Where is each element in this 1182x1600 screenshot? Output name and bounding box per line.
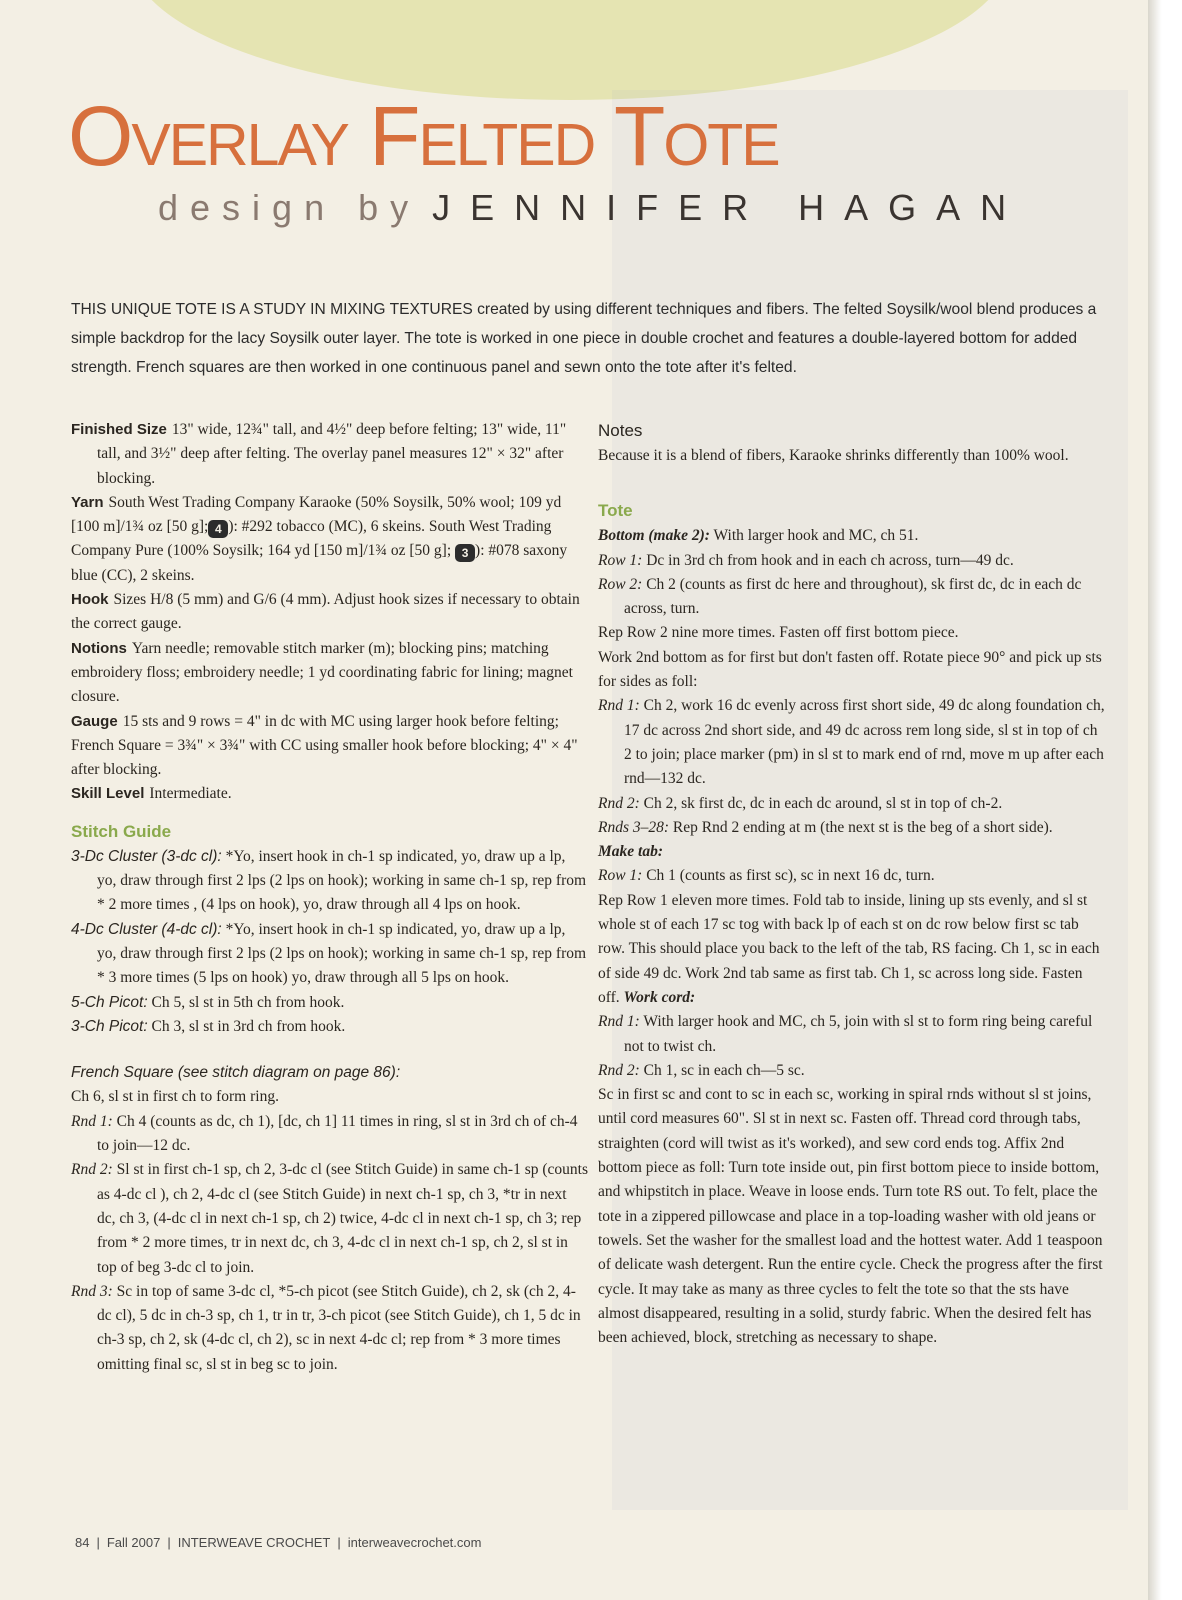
yarn-text-a: South West Trading Company Karaoke (50% Soysilk, 50% wool; 109 yd [100 m]/1¾ oz [50 g]; [71, 493, 562, 536]
tote-row [598, 573, 1108, 622]
yarn-label: Yarn [71, 493, 104, 511]
tote-round [598, 694, 1108, 791]
tote-row [598, 549, 1108, 573]
round-name: Rnd 1: [598, 1013, 640, 1031]
round-name: Rnd 1: [71, 1112, 113, 1130]
french-square-round [71, 1110, 588, 1159]
yarn-weight-icon: 4 [208, 520, 228, 538]
intro-text: created by using different techniques and fibers. The felted Soysilk/wool blend produces a simple backdrop for the lacy Soysilk outer layer. The tote is worked in one piece in double crochet and features a double-layered bottom for added strength. French squares are then worked in one continuous panel and sewn onto the tote after it's felted. [71, 301, 1097, 376]
footer-separator: | [96, 1535, 100, 1550]
cord-round [598, 1059, 1108, 1083]
byline-lead: design by [158, 187, 421, 228]
stitch-name: 3-Dc Cluster (3-dc cl): [71, 847, 222, 865]
hook-label: Hook [71, 591, 109, 609]
byline [158, 186, 1058, 230]
page-title [68, 88, 968, 184]
footer-separator: | [167, 1535, 171, 1550]
row-text: Ch 1 (counts as first sc), sc in next 16 dc, turn. [642, 867, 935, 885]
row-name: Row 2: [598, 575, 643, 593]
notions [71, 637, 588, 710]
intro-paragraph [71, 295, 1126, 382]
gauge [71, 710, 588, 783]
round-name: Rnd 2: [598, 1061, 640, 1079]
tote-round [598, 816, 1108, 840]
stitch-guide-heading: Stitch Guide [71, 821, 172, 841]
gauge-text: 15 sts and 9 rows = 4" in dc with MC using larger hook before felting; French Square = 3¾" × 3¾" with CC using smaller hook before blocking; 4" × 4" after blocking. [71, 712, 578, 779]
bottom-instructions [598, 524, 1108, 548]
tab-text [598, 889, 1108, 1010]
issue-date: Fall 2007 [106, 1535, 161, 1550]
round-text: Ch 1, sc in each ch—5 sc. [639, 1061, 805, 1079]
finished-size [71, 418, 588, 491]
hook [71, 588, 588, 637]
rep-row: Rep Row 2 nine more times. Fasten off first bottom piece. [598, 624, 959, 642]
round-name: Rnd 3: [71, 1282, 113, 1300]
round-name: Rnds 3–28: [598, 818, 670, 836]
tote-round [598, 792, 1108, 816]
stitch-name: 4-Dc Cluster (4-dc cl): [71, 920, 222, 938]
intro-lead-caps: THIS UNIQUE TOTE IS A STUDY IN MIXING TEXTURES [71, 301, 473, 318]
stitch-guide-item [71, 1015, 588, 1039]
stitch-guide-item [71, 845, 588, 918]
right-column [598, 418, 1108, 1350]
tab-row [598, 864, 1108, 888]
magazine-url: interweavecrochet.com [347, 1535, 482, 1550]
notions-label: Notions [71, 639, 127, 657]
skill-level [71, 782, 588, 806]
stitch-guide-item [71, 918, 588, 991]
round-text: Ch 4 (counts as dc, ch 1), [dc, ch 1] 11 times in ring, sl st in 3rd ch of ch-4 to join—12 dc. [97, 1112, 578, 1155]
tab-instructions: Rep Row 1 eleven more times. Fold tab to inside, lining up sts evenly, and sl st whole st of each 17 sc tog with back lp of each st on dc row below first sc tab row. This should place you back to the left of the tab, RS facing. Ch 1, sc in each of side 49 dc. Work 2nd tab same as first tab. Ch 1, sc across long side. Fasten off. [598, 891, 1100, 1006]
make-tab-label: Make tab: [598, 843, 664, 861]
gauge-label: Gauge [71, 712, 118, 730]
yarn-text-c: ): #078 saxony blue (CC), 2 skeins. [71, 542, 568, 584]
french-square-start: Ch 6, sl st in first ch to form ring. [71, 1088, 279, 1106]
yarn-weight-icon: 3 [455, 544, 475, 562]
title-text: Overlay Felted Tote [68, 89, 779, 183]
stitch-guide-item [71, 991, 588, 1015]
left-column [71, 418, 588, 1377]
page-footer [75, 1535, 775, 1550]
round-text: Rep Rnd 2 ending at m (the next st is the beg of a short side). [669, 818, 1053, 836]
tote-heading: Tote [598, 501, 633, 521]
round-text: Sc in top of same 3-dc cl, *5-ch picot (see Stitch Guide), ch 2, sk (ch 2, 4-dc cl), 5 dc in ch-3 sp, ch 1, tr in tr, 3-ch picot (see Stitch Guide), ch 1, 5 dc in ch-3 sp, ch 2, sk (4-dc cl, ch 2), sc in next 4-dc cl; rep from * 3 more times omitting final sc, sl st in beg sc to join. [97, 1282, 581, 1373]
page-edge [1148, 0, 1182, 1600]
yarn-text-b: ): #292 tobacco (MC), 6 skeins. South West Trading Company Pure (100% Soysilk; 164 yd [150 m]/1¾ oz [50 g]; [71, 518, 552, 560]
notions-text: Yarn needle; removable stitch marker (m); blocking pins; matching embroidery floss; embroidery needle; 1 yd coordinating fabric for lining; magnet closure. [71, 639, 573, 706]
round-text: Ch 2, work 16 dc evenly across first short side, 49 dc along foundation ch, 17 dc across 2nd short side, and 49 dc across rem long side, sl st in top of ch 2 to join; place marker (pm) in sl st to mark end of rnd, move m up after each rnd—132 dc. [624, 697, 1105, 788]
bottom-text: With larger hook and MC, ch 51. [709, 527, 919, 545]
skill-level-text: Intermediate. [149, 785, 232, 803]
byline-author: JENNIFER HAGAN [432, 187, 1027, 228]
row-text: Ch 2 (counts as first dc here and throughout), sk first dc, dc in each dc across, turn. [624, 575, 1082, 618]
french-square-heading: French Square (see stitch diagram on page 86): [71, 1064, 401, 1082]
yarn [71, 491, 588, 588]
row-name: Row 1: [598, 867, 643, 885]
cord-round [598, 1010, 1108, 1059]
bottom-label: Bottom (make 2): [598, 527, 710, 545]
decorative-arc [130, 0, 1010, 100]
round-text: Ch 2, sk first dc, dc in each dc around, sl st in top of ch-2. [639, 794, 1003, 812]
notes-heading: Notes [598, 421, 643, 440]
footer-separator: | [337, 1535, 341, 1550]
magazine-name: INTERWEAVE CROCHET [177, 1535, 331, 1550]
stitch-text: Ch 5, sl st in 5th ch from hook. [147, 993, 345, 1011]
second-bottom: Work 2nd bottom as for first but don't fasten off. Rotate piece 90° and pick up sts for sides as foll: [598, 648, 1102, 691]
stitch-text: *Yo, insert hook in ch-1 sp indicated, yo, draw up a lp, yo, draw through first 2 lps (2 lps on hook); working in same ch-1 sp, rep from * 3 more times (5 lps on hook) yo, draw through all 5 lps on hook. [97, 920, 587, 987]
round-name: Rnd 2: [598, 794, 640, 812]
notes-text: Because it is a blend of fibers, Karaoke shrinks differently than 100% wool. [598, 447, 1069, 464]
french-square-round [71, 1158, 588, 1279]
page-number: 84 [75, 1535, 90, 1550]
felting-instructions: Sc in first sc and cont to sc in each sc, working in spiral rnds without sl st joins, until cord measures 60". Sl st in next sc. Fasten off. Thread cord through tabs, straighten (cord will twist as it's worked), and sew cord ends tog. Affix 2nd bottom piece as foll: Turn tote inside out, pin first bottom piece to inside bottom, and whipstitch in place. Weave in loose ends. Turn tote RS out. To felt, place the tote in a zippered pillowcase and place in a top-loading washer with old jeans or towels. Set the washer for the smallest load and the hottest water. Add 1 teaspoon of delicate wash detergent. Run the entire cycle. Check the progress after the first cycle. It may take as many as three cycles to felt the tote so that the sts have almost disappeared, resulting in a solid, sturdy fabric. When the desired felt has been achieved, block, stretching as necessary to shape. [598, 1086, 1103, 1347]
finished-size-label: Finished Size [71, 421, 167, 438]
round-name: Rnd 1: [598, 697, 640, 715]
round-text: Sl st in first ch-1 sp, ch 2, 3-dc cl (see Stitch Guide) in same ch-1 sp (counts as 4-dc cl ), ch 2, 4-dc cl (see Stitch Guide) in next ch-1 sp, ch 3, *tr in next dc, ch 3, (4-dc cl in next ch-1 sp, ch 2) twice, 4-dc cl in next ch-1 sp, ch 3; rep from * 2 more times, tr in next dc, ch 3, 4-dc cl in next ch-1 sp, ch 2, sl st in top of beg 3-dc cl to join. [97, 1161, 589, 1276]
row-text: Dc in 3rd ch from hook and in each ch across, turn—49 dc. [642, 551, 1014, 569]
hook-text: Sizes H/8 (5 mm) and G/6 (4 mm). Adjust hook sizes if necessary to obtain the correct gauge. [71, 591, 580, 633]
row-name: Row 1: [598, 551, 643, 569]
stitch-name: 3-Ch Picot: [71, 1017, 148, 1035]
round-name: Rnd 2: [71, 1161, 113, 1179]
stitch-name: 5-Ch Picot: [71, 993, 148, 1011]
skill-level-label: Skill Level [71, 785, 145, 803]
stitch-text: *Yo, insert hook in ch-1 sp indicated, yo, draw up a lp, yo, draw through first 2 lps (2 lps on hook); working in same ch-1 sp, rep from * 2 more times , (4 lps on hook), yo, draw through all 4 lps on hook. [97, 847, 587, 914]
round-text: With larger hook and MC, ch 5, join with sl st to form ring being careful not to twist ch. [624, 1013, 1093, 1055]
french-square-round [71, 1280, 588, 1377]
stitch-text: Ch 3, sl st in 3rd ch from hook. [147, 1017, 346, 1035]
work-cord-label: Work cord: [623, 988, 696, 1006]
finished-size-text: 13" wide, 12¾" tall, and 4½" deep before felting; 13" wide, 11" tall, and 3½" deep after felting. The overlay panel measures 12" × 32" after blocking. [97, 421, 567, 487]
